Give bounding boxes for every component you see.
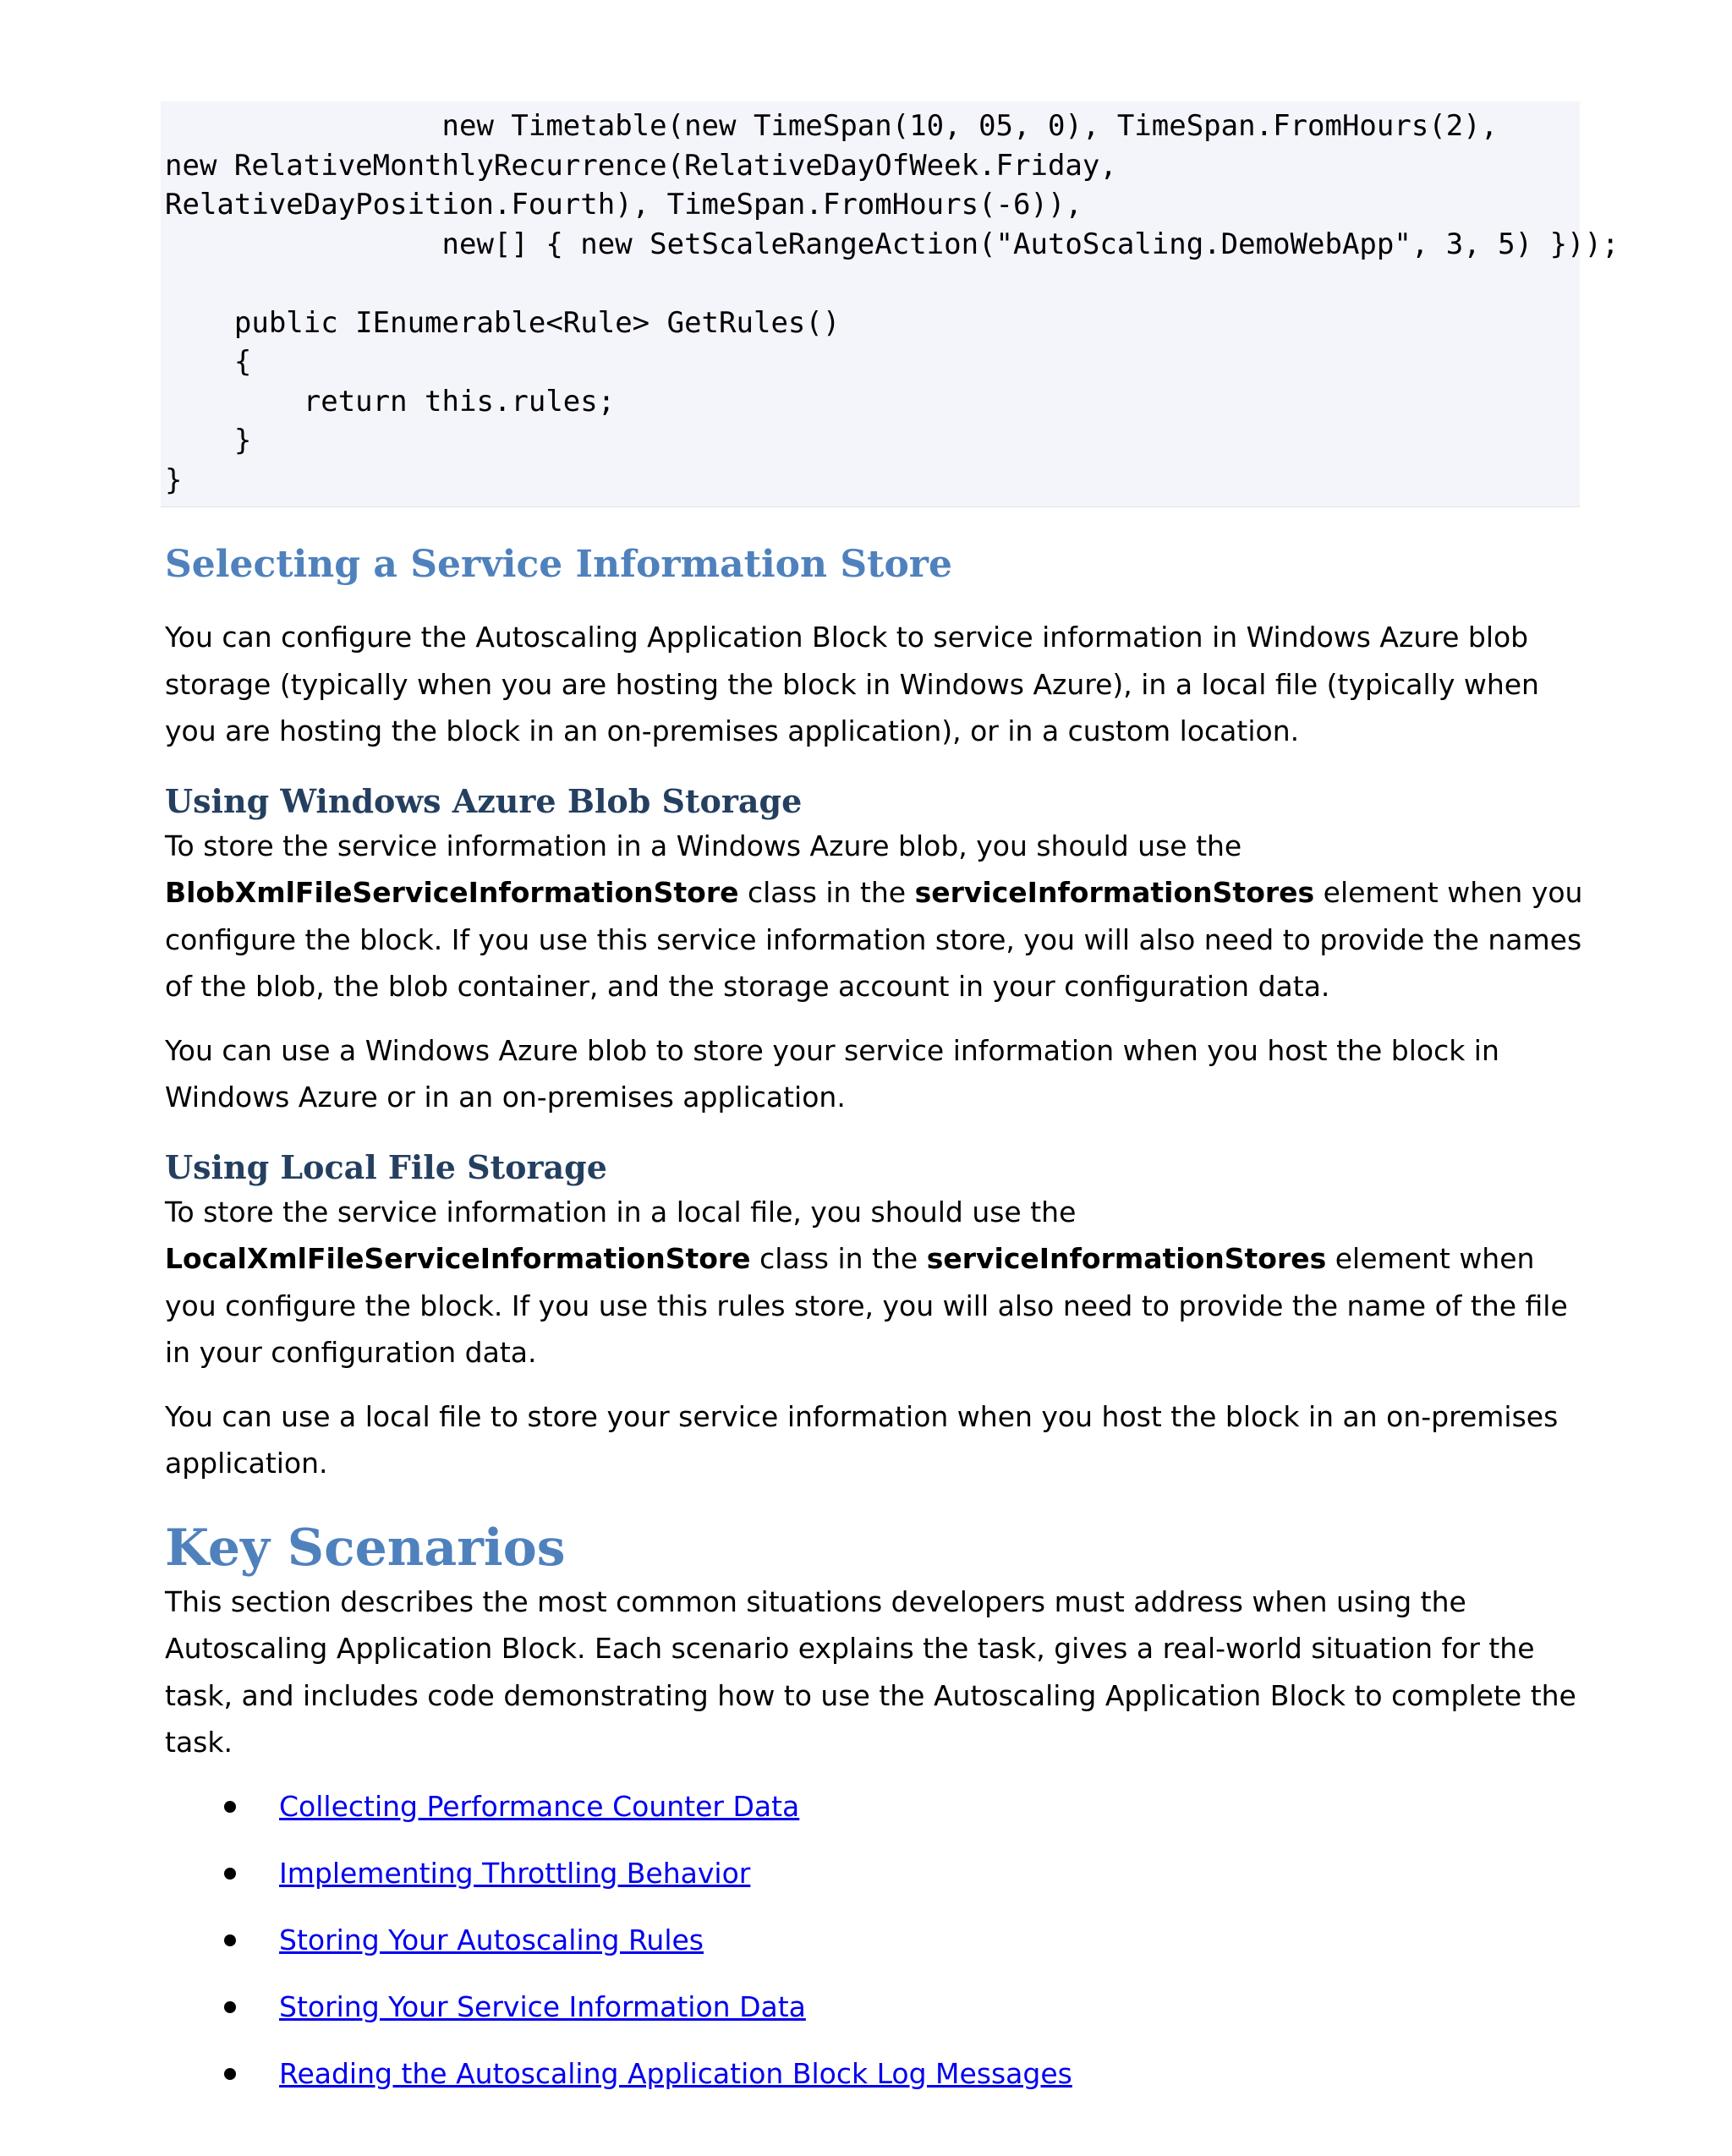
code-line: new Timetable(new TimeSpan(10, 05, 0), TimeSpan.FromHours(2), <box>165 109 1499 143</box>
key-scenarios-intro: This section describes the most common situations developers must address when using the Autoscaling Application Block. Each scenario explains the task, gives a real-world situation for the task, and includes code demonstrating how to use the Autoscaling Application Block to complete the task. <box>165 1584 1576 1759</box>
text-run: class in the <box>738 876 915 909</box>
class-name-local-store: LocalXmlFileServiceInformationStore <box>165 1242 751 1275</box>
link-storing-service-information-data[interactable]: Storing Your Service Information Data <box>279 1989 806 2023</box>
class-name-blob-store: BlobXmlFileServiceInformationStore <box>165 876 739 909</box>
element-name-stores: serviceInformationStores <box>926 1242 1327 1275</box>
link-storing-autoscaling-rules[interactable]: Storing Your Autoscaling Rules <box>279 1923 704 1956</box>
bullet-icon <box>224 1868 236 1880</box>
code-line: new RelativeMonthlyRecurrence(RelativeDayOfWeek.Friday, <box>165 148 1117 183</box>
local-storage-paragraph <box>165 1189 1586 1376</box>
subheading-local-storage: Using Local File Storage <box>165 1147 607 1186</box>
document-page <box>165 101 1620 2117</box>
element-name-stores: serviceInformationStores <box>914 876 1315 909</box>
subheading-blob-storage: Using Windows Azure Blob Storage <box>165 781 803 820</box>
bullet-icon <box>224 2001 236 2013</box>
list-item <box>165 1783 1586 1830</box>
list-item <box>165 1850 1586 1896</box>
code-line: { <box>165 345 252 379</box>
text-run: To store the service information in a local file, you should use the <box>165 1195 1077 1228</box>
local-storage-paragraph-2: You can use a local file to store your service information when you host the block in an on-premises application. <box>165 1399 1559 1480</box>
blob-storage-paragraph-2: You can use a Windows Azure blob to store your service information when you host the block in Windows Azure or in an on-premises application. <box>165 1033 1499 1114</box>
code-line: return this.rules; <box>165 384 616 419</box>
code-line: new[] { new SetScaleRangeAction("AutoScaling.DemoWebApp", 3, 5) })); <box>165 227 1620 261</box>
service-store-intro: You can configure the Autoscaling Application Block to service information in Windows Azure blob storage (typically when you are hosting the block in Windows Azure), in a local file (typically when you are hosting the block in an on-premises application), or in a custom location. <box>165 621 1539 747</box>
heading-key-scenarios: Key Scenarios <box>165 1518 566 1578</box>
code-line: } <box>165 462 183 497</box>
text-run: element when you configure the block. If you use this service information store, you will also need to provide the names of the blob, the blob container, and the storage account in your configuration data. <box>165 876 1583 1003</box>
bullet-icon <box>224 2068 236 2080</box>
link-implementing-throttling-behavior[interactable]: Implementing Throttling Behavior <box>279 1856 751 1890</box>
section-heading-service-store: Selecting a Service Information Store <box>165 543 952 586</box>
link-reading-log-messages[interactable]: Reading the Autoscaling Application Block Log Messages <box>279 2056 1072 2090</box>
text-run: element when you configure the block. If you use this rules store, you will also need to provide the name of the file in your configuration data. <box>165 1242 1568 1369</box>
text-run: To store the service information in a Windows Azure blob, you should use the <box>165 829 1242 862</box>
scenario-link-list <box>165 1783 1586 2097</box>
text-run: class in the <box>750 1242 927 1275</box>
list-item <box>165 1917 1586 1963</box>
list-item <box>165 2050 1586 2097</box>
code-line: } <box>165 424 252 457</box>
bullet-icon <box>224 1934 236 1946</box>
code-block <box>161 101 1620 507</box>
blob-storage-paragraph <box>165 823 1586 1010</box>
list-item <box>165 1984 1586 2030</box>
link-collecting-performance-counter-data[interactable]: Collecting Performance Counter Data <box>279 1789 800 1823</box>
bullet-icon <box>224 1801 236 1813</box>
code-line <box>165 264 1576 304</box>
code-line: RelativeDayPosition.Fourth), TimeSpan.FromHours(-6)), <box>165 188 1082 222</box>
code-line: public IEnumerable<Rule> GetRules() <box>165 305 841 340</box>
